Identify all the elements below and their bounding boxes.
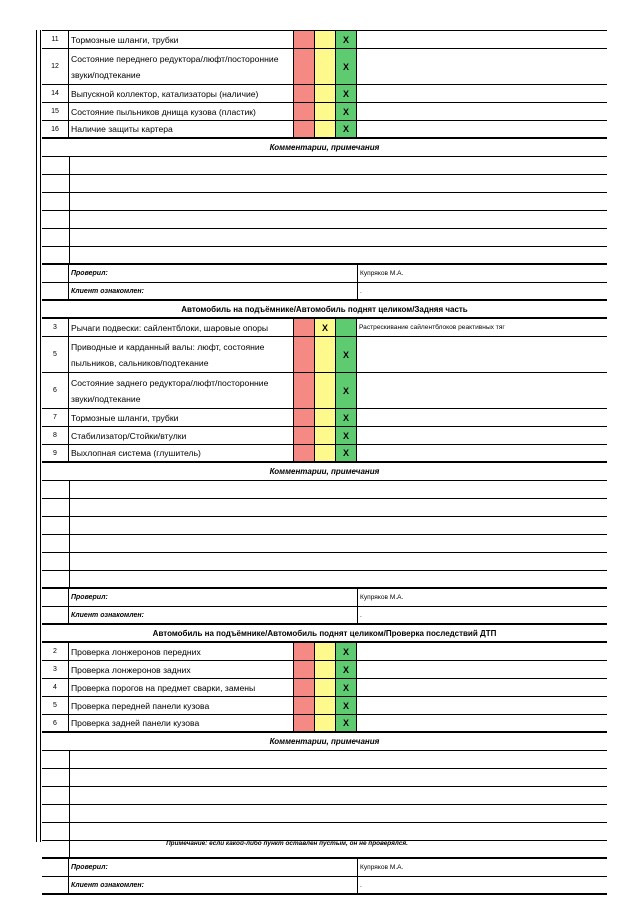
inspection-sheet bbox=[42, 30, 607, 895]
row-note bbox=[357, 373, 607, 408]
status-yellow-cell[interactable] bbox=[315, 643, 336, 660]
footnote: Примечание: если какой-либо пункт оставлен пустым, он не проверялся. bbox=[166, 840, 408, 847]
comment-line[interactable] bbox=[42, 805, 607, 823]
comment-line[interactable] bbox=[42, 211, 607, 229]
client-acknowledged-label: Клиент ознакомлен: bbox=[69, 607, 358, 623]
row-number: 3 bbox=[42, 661, 69, 678]
status-red-cell[interactable] bbox=[294, 409, 315, 426]
checked-by-row bbox=[42, 265, 607, 283]
row-note bbox=[357, 31, 607, 48]
comment-line[interactable] bbox=[42, 499, 607, 517]
status-yellow-cell[interactable] bbox=[315, 49, 336, 84]
row-text: Выпускной коллектор, катализаторы (наличие) bbox=[69, 85, 294, 102]
status-yellow-cell[interactable]: X bbox=[315, 319, 336, 336]
status-red-cell[interactable] bbox=[294, 697, 315, 714]
table-row bbox=[42, 445, 607, 463]
comments-title: Комментарии, примечания bbox=[42, 463, 607, 481]
status-green-cell[interactable]: X bbox=[336, 85, 357, 102]
checked-by-row bbox=[42, 589, 607, 607]
table-row bbox=[42, 373, 607, 409]
row-text: Проверка задней панели кузова bbox=[69, 715, 294, 731]
row-note bbox=[357, 409, 607, 426]
row-number: 12 bbox=[42, 49, 69, 84]
section-title: Автомобиль на подъёмнике/Автомобиль поднят целиком/Задняя часть bbox=[42, 301, 607, 319]
client-acknowledged-value[interactable]: . bbox=[360, 611, 362, 619]
status-yellow-cell[interactable] bbox=[315, 103, 336, 120]
table-row bbox=[42, 85, 607, 103]
row-note: Растрескивание сайлентблоков реактивных тяг bbox=[359, 324, 505, 331]
status-yellow-cell[interactable] bbox=[315, 31, 336, 48]
comment-line[interactable] bbox=[42, 769, 607, 787]
comment-line[interactable] bbox=[42, 535, 607, 553]
status-green-cell[interactable]: X bbox=[336, 427, 357, 444]
row-number: 5 bbox=[42, 337, 69, 372]
comment-line[interactable] bbox=[42, 751, 607, 769]
status-yellow-cell[interactable] bbox=[315, 715, 336, 731]
status-green-cell[interactable]: X bbox=[336, 643, 357, 660]
row-text: Состояние заднего редуктора/люфт/посторонние звуки/подтекание bbox=[69, 373, 294, 408]
row-note bbox=[357, 103, 607, 120]
row-text: Тормозные шланги, трубки bbox=[69, 409, 294, 426]
row-number: 15 bbox=[42, 103, 69, 120]
row-number: 2 bbox=[42, 643, 69, 660]
status-yellow-cell[interactable] bbox=[315, 697, 336, 714]
row-text: Проверка передней панели кузова bbox=[69, 697, 294, 714]
row-text: Состояние переднего редуктора/люфт/посторонние звуки/подтекание bbox=[69, 49, 294, 84]
row-number: 5 bbox=[42, 697, 69, 714]
table-row bbox=[42, 103, 607, 121]
comment-line[interactable] bbox=[42, 553, 607, 571]
left-border-outer bbox=[36, 30, 37, 842]
row-note bbox=[357, 427, 607, 444]
row-note bbox=[357, 661, 607, 678]
status-red-cell[interactable] bbox=[294, 715, 315, 731]
status-green-cell[interactable]: X bbox=[336, 661, 357, 678]
row-text: Наличие защиты картера bbox=[69, 121, 294, 137]
comments-title: Комментарии, примечания bbox=[42, 139, 607, 157]
row-number: 7 bbox=[42, 409, 69, 426]
status-green-cell[interactable]: X bbox=[336, 679, 357, 696]
status-red-cell[interactable] bbox=[294, 373, 315, 408]
table-row bbox=[42, 643, 607, 661]
client-acknowledged-row bbox=[42, 877, 607, 895]
status-yellow-cell[interactable] bbox=[315, 409, 336, 426]
row-note bbox=[357, 697, 607, 714]
row-text: Проверка лонжеронов передних bbox=[69, 643, 294, 660]
row-text: Выхлопная система (глушитель) bbox=[69, 445, 294, 461]
status-green-cell[interactable]: X bbox=[336, 373, 357, 408]
client-acknowledged-row bbox=[42, 607, 607, 625]
comment-line[interactable] bbox=[42, 193, 607, 211]
status-yellow-cell[interactable] bbox=[315, 85, 336, 102]
row-text: Рычаги подвески: сайлентблоки, шаровые опоры bbox=[69, 319, 294, 336]
checked-by-value[interactable]: Купряков М.А. bbox=[360, 594, 404, 601]
comment-line[interactable] bbox=[42, 571, 607, 589]
client-acknowledged-row bbox=[42, 283, 607, 301]
table-row bbox=[42, 121, 607, 139]
checked-by-label: Проверил: bbox=[69, 265, 358, 282]
status-green-cell[interactable]: X bbox=[336, 337, 357, 372]
table-row bbox=[42, 31, 607, 49]
checked-by-value[interactable]: Купряков М.А. bbox=[360, 270, 404, 277]
row-note bbox=[357, 49, 607, 84]
status-red-cell[interactable] bbox=[294, 319, 315, 336]
status-red-cell[interactable] bbox=[294, 427, 315, 444]
row-note bbox=[357, 85, 607, 102]
checked-by-label: Проверил: bbox=[69, 859, 358, 876]
left-border-inner bbox=[40, 30, 41, 842]
status-yellow-cell[interactable] bbox=[315, 679, 336, 696]
checked-by-label: Проверил: bbox=[69, 589, 358, 606]
row-text: Приводные и карданный валы: люфт, состояние пыльников, сальников/подтекание bbox=[69, 337, 294, 372]
row-note bbox=[357, 679, 607, 696]
section-title: Автомобиль на подъёмнике/Автомобиль поднят целиком/Проверка последствий ДТП bbox=[42, 625, 607, 643]
status-red-cell[interactable] bbox=[294, 103, 315, 120]
client-acknowledged-value[interactable]: . bbox=[360, 287, 362, 295]
status-green-cell[interactable]: X bbox=[336, 697, 357, 714]
row-text: Состояние пыльников днища кузова (пластик) bbox=[69, 103, 294, 120]
status-green-cell[interactable]: X bbox=[336, 103, 357, 120]
row-number: 14 bbox=[42, 85, 69, 102]
comment-line[interactable] bbox=[42, 247, 607, 265]
row-text: Проверка порогов на предмет сварки, замены bbox=[69, 679, 294, 696]
row-note bbox=[357, 445, 607, 461]
row-number: 9 bbox=[42, 445, 69, 461]
status-yellow-cell[interactable] bbox=[315, 337, 336, 372]
row-note bbox=[357, 337, 607, 372]
row-note bbox=[357, 715, 607, 731]
row-number: 11 bbox=[42, 31, 69, 48]
status-yellow-cell[interactable] bbox=[315, 121, 336, 137]
row-text: Проверка лонжеронов задних bbox=[69, 661, 294, 678]
table-row bbox=[42, 319, 607, 337]
status-red-cell[interactable] bbox=[294, 121, 315, 137]
row-number: 16 bbox=[42, 121, 69, 137]
client-acknowledged-label: Клиент ознакомлен: bbox=[69, 877, 358, 893]
status-green-cell[interactable]: X bbox=[336, 445, 357, 461]
row-number: 6 bbox=[42, 373, 69, 408]
comments-title: Комментарии, примечания bbox=[42, 733, 607, 751]
status-green-cell[interactable]: X bbox=[336, 121, 357, 137]
table-row bbox=[42, 715, 607, 733]
table-row bbox=[42, 427, 607, 445]
client-acknowledged-label: Клиент ознакомлен: bbox=[69, 283, 358, 299]
comment-line[interactable] bbox=[42, 517, 607, 535]
row-note bbox=[357, 643, 607, 660]
status-yellow-cell[interactable] bbox=[315, 427, 336, 444]
status-red-cell[interactable] bbox=[294, 337, 315, 372]
status-red-cell[interactable] bbox=[294, 31, 315, 48]
row-number: 8 bbox=[42, 427, 69, 444]
comment-line[interactable] bbox=[42, 157, 607, 175]
comment-line[interactable] bbox=[42, 175, 607, 193]
comment-line[interactable] bbox=[42, 481, 607, 499]
row-text: Тормозные шланги, трубки bbox=[69, 31, 294, 48]
row-note bbox=[357, 121, 607, 137]
table-row bbox=[42, 49, 607, 85]
status-green-cell[interactable]: X bbox=[336, 715, 357, 731]
comment-line[interactable] bbox=[42, 229, 607, 247]
row-number: 4 bbox=[42, 679, 69, 696]
comment-line[interactable] bbox=[42, 823, 607, 841]
status-green-cell[interactable]: X bbox=[336, 31, 357, 48]
comment-line[interactable] bbox=[42, 787, 607, 805]
status-yellow-cell[interactable] bbox=[315, 445, 336, 461]
status-red-cell[interactable] bbox=[294, 643, 315, 660]
status-green-cell[interactable]: X bbox=[336, 409, 357, 426]
status-red-cell[interactable] bbox=[294, 49, 315, 84]
status-red-cell[interactable] bbox=[294, 661, 315, 678]
status-red-cell[interactable] bbox=[294, 85, 315, 102]
status-yellow-cell[interactable] bbox=[315, 373, 336, 408]
row-number: 3 bbox=[42, 319, 69, 336]
status-green-cell[interactable] bbox=[336, 319, 357, 336]
checked-by-row bbox=[42, 859, 607, 877]
status-red-cell[interactable] bbox=[294, 445, 315, 461]
client-acknowledged-value[interactable]: . bbox=[360, 881, 362, 889]
status-red-cell[interactable] bbox=[294, 679, 315, 696]
table-row bbox=[42, 661, 607, 679]
row-number: 6 bbox=[42, 715, 69, 731]
table-row bbox=[42, 409, 607, 427]
row-text: Стабилизатор/Стойки/втулки bbox=[69, 427, 294, 444]
table-row bbox=[42, 679, 607, 697]
table-row bbox=[42, 697, 607, 715]
status-green-cell[interactable]: X bbox=[336, 49, 357, 84]
status-yellow-cell[interactable] bbox=[315, 661, 336, 678]
table-row bbox=[42, 337, 607, 373]
checked-by-value[interactable]: Купряков М.А. bbox=[360, 864, 404, 871]
